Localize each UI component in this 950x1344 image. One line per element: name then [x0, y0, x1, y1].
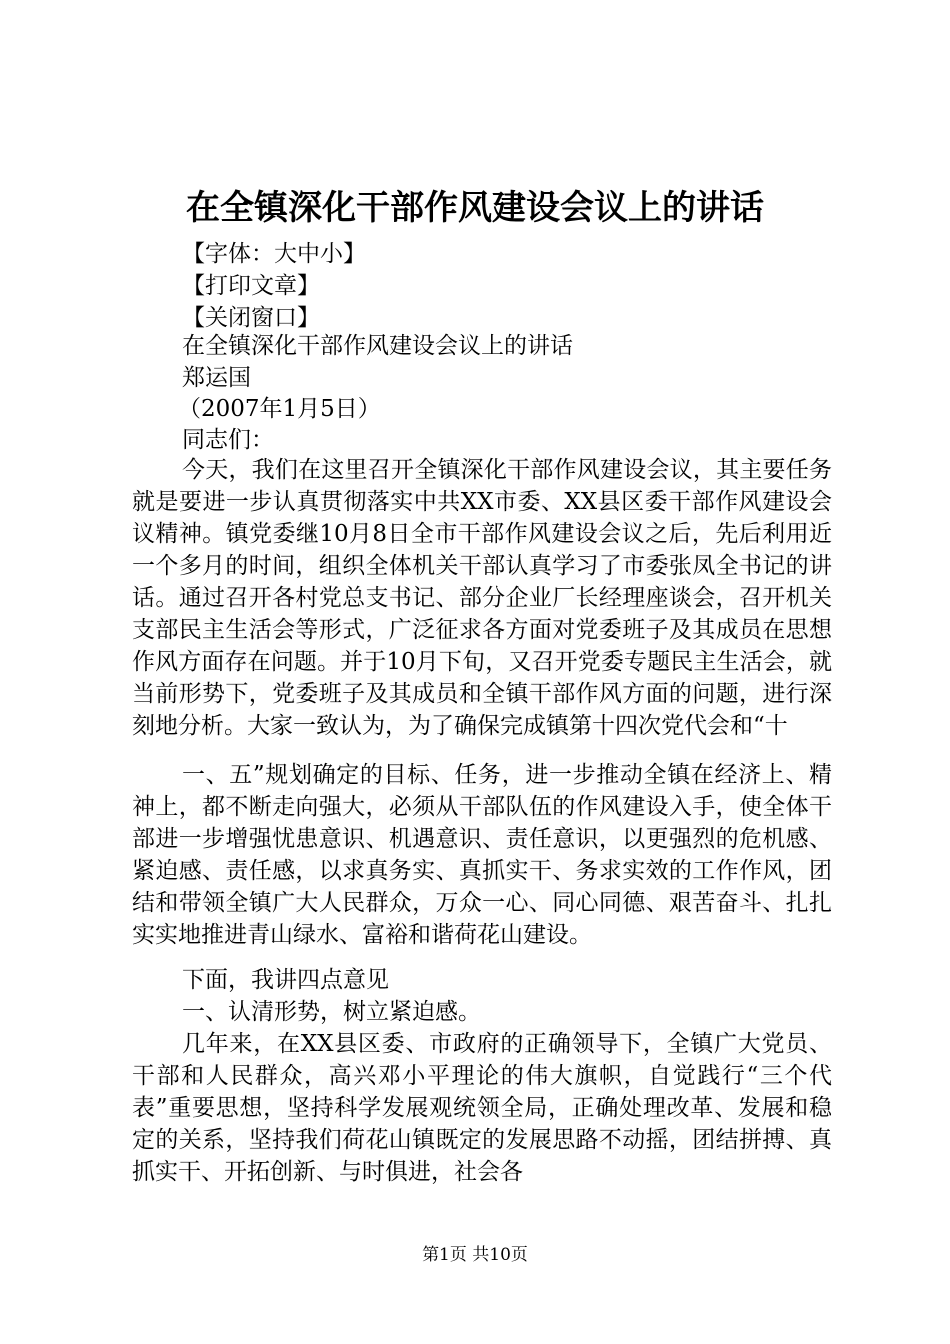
author-name: 郑运国	[182, 365, 251, 391]
body-paragraph: 下面，我讲四点意见	[182, 967, 389, 993]
document-title: 在全镇深化干部作风建设会议上的讲话	[186, 188, 764, 228]
body-paragraph: 几年来，在XX县区委、市政府的正确领导下，全镇广大党员、干部和人民群众，高兴邓小平理论的伟大旗帜，自觉践行“三个代表”重要思想，坚持科学发展观统领全局，正确处理改革、发展和稳定的关系，坚持我们荷花山镇既定的发展思路不动摇，团结拼搏、真抓实干、开拓创新、与时俱进，社会各	[132, 1031, 832, 1185]
close-window-link[interactable]: 【关闭窗口】	[182, 305, 320, 331]
salutation: 同志们：	[182, 427, 274, 453]
body-paragraph: 今天，我们在这里召开全镇深化干部作风建设会议，其主要任务就是要进一步认真贯彻落实中共XX市委、XX县区委干部作风建设会议精神。镇党委继10月8日全市干部作风建设会议之后，先后利用近一个多月的时间，组织全体机关干部认真学习了市委张凤全书记的讲话。通过召开各村党总支书记、部分企业厂长经理座谈会，召开机关支部民主生活会等形式，广泛征求各方面对党委班子及其成员在思想作风方面存在问题。并于10月下旬，又召开党委专题民主生活会，就当前形势下，党委班子及其成员和全镇干部作风方面的问题，进行深刻地分析。大家一致认为，为了确保完成镇第十四次党代会和“十	[132, 457, 832, 739]
body-paragraph: 一、五”规划确定的目标、任务，进一步推动全镇在经济上、精神上，都不断走向强大，必须从干部队伍的作风建设入手，使全体干部进一步增强忧患意识、机遇意识、责任意识，以更强烈的危机感、紧迫感、责任感，以求真务实、真抓实干、务求实效的工作作风，团结和带领全镇广大人民群众，万众一心、同心同德、艰苦奋斗、扎扎实实地推进青山绿水、富裕和谐荷花山建设。	[132, 762, 832, 948]
speech-date: （2007年1月5日）	[178, 396, 381, 422]
section-heading: 一、认清形势，树立紧迫感。	[182, 999, 481, 1025]
article-subtitle: 在全镇深化干部作风建设会议上的讲话	[182, 333, 573, 359]
print-article-link[interactable]: 【打印文章】	[182, 273, 320, 299]
page-number: 第1页 共10页	[422, 1245, 528, 1265]
font-size-link[interactable]: 【字体：大中小】	[182, 241, 366, 267]
